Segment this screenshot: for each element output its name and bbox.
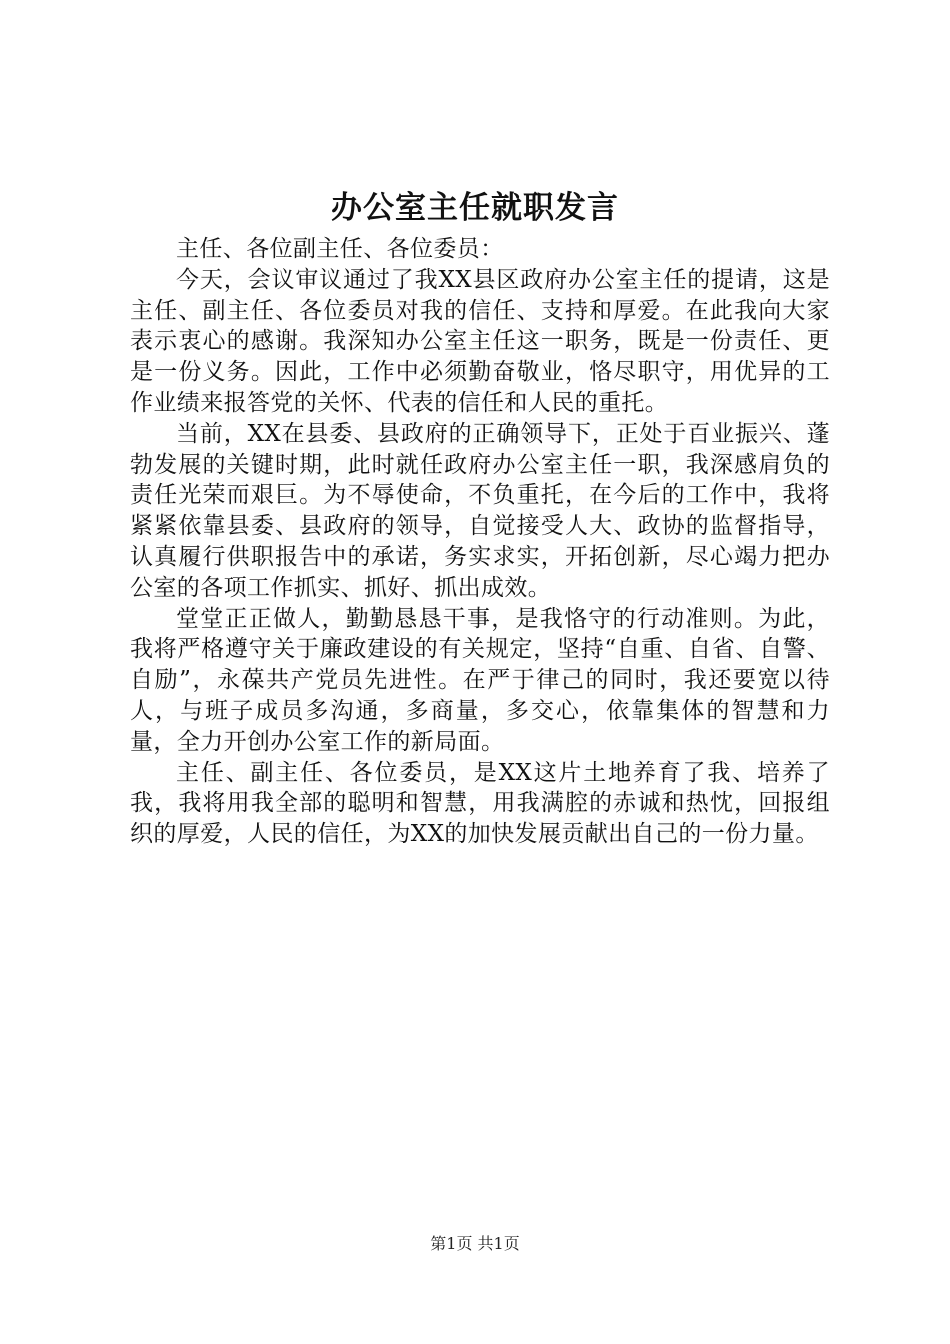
body-paragraph: 主任、副主任、各位委员，是XX这片土地养育了我、培养了我，我将用我全部的聪明和智慧，用我满腔的赤诚和热忱，回报组织的厚爱，人民的信任，为XX的加快发展贡献出自己的一份力量。 <box>130 759 830 848</box>
document-title: 办公室主任就职发言 <box>331 190 619 226</box>
document-body <box>130 234 830 850</box>
body-paragraph: 堂堂正正做人，勤勤恳恳干事，是我恪守的行动准则。为此，我将严格遵守关于廉政建设的有关规定，坚持“自重、自省、自警、自励”，永葆共产党员先进性。在严于律己的同时，我还要宽以待人，与班子成员多沟通，多商量，多交心，依靠集体的智慧和力量，全力开创办公室工作的新局面。 <box>130 605 830 755</box>
salutation-paragraph: 主任、各位副主任、各位委员： <box>176 236 504 262</box>
body-paragraph: 今天，会议审议通过了我XX县区政府办公室主任的提请，这是主任、副主任、各位委员对我的信任、支持和厚爱。在此我向大家表示衷心的感谢。我深知办公室主任这一职务，既是一份责任、更是一份义务。因此，工作中必须勤奋敬业，恪尽职守，用优异的工作业绩来报答党的关怀、代表的信任和人民的重托。 <box>130 266 830 416</box>
page-footer: 第1页 共1页 <box>430 1234 520 1253</box>
body-paragraph: 当前，XX在县委、县政府的正确领导下，正处于百业振兴、蓬勃发展的关键时期，此时就任政府办公室主任一职，我深感肩负的责任光荣而艰巨。为不辱使命，不负重托，在今后的工作中，我将紧紧依靠县委、县政府的领导，自觉接受人大、政协的监督指导，认真履行供职报告中的承诺，务实求实，开拓创新，尽心竭力把办公室的各项工作抓实、抓好、抓出成效。 <box>130 420 830 601</box>
